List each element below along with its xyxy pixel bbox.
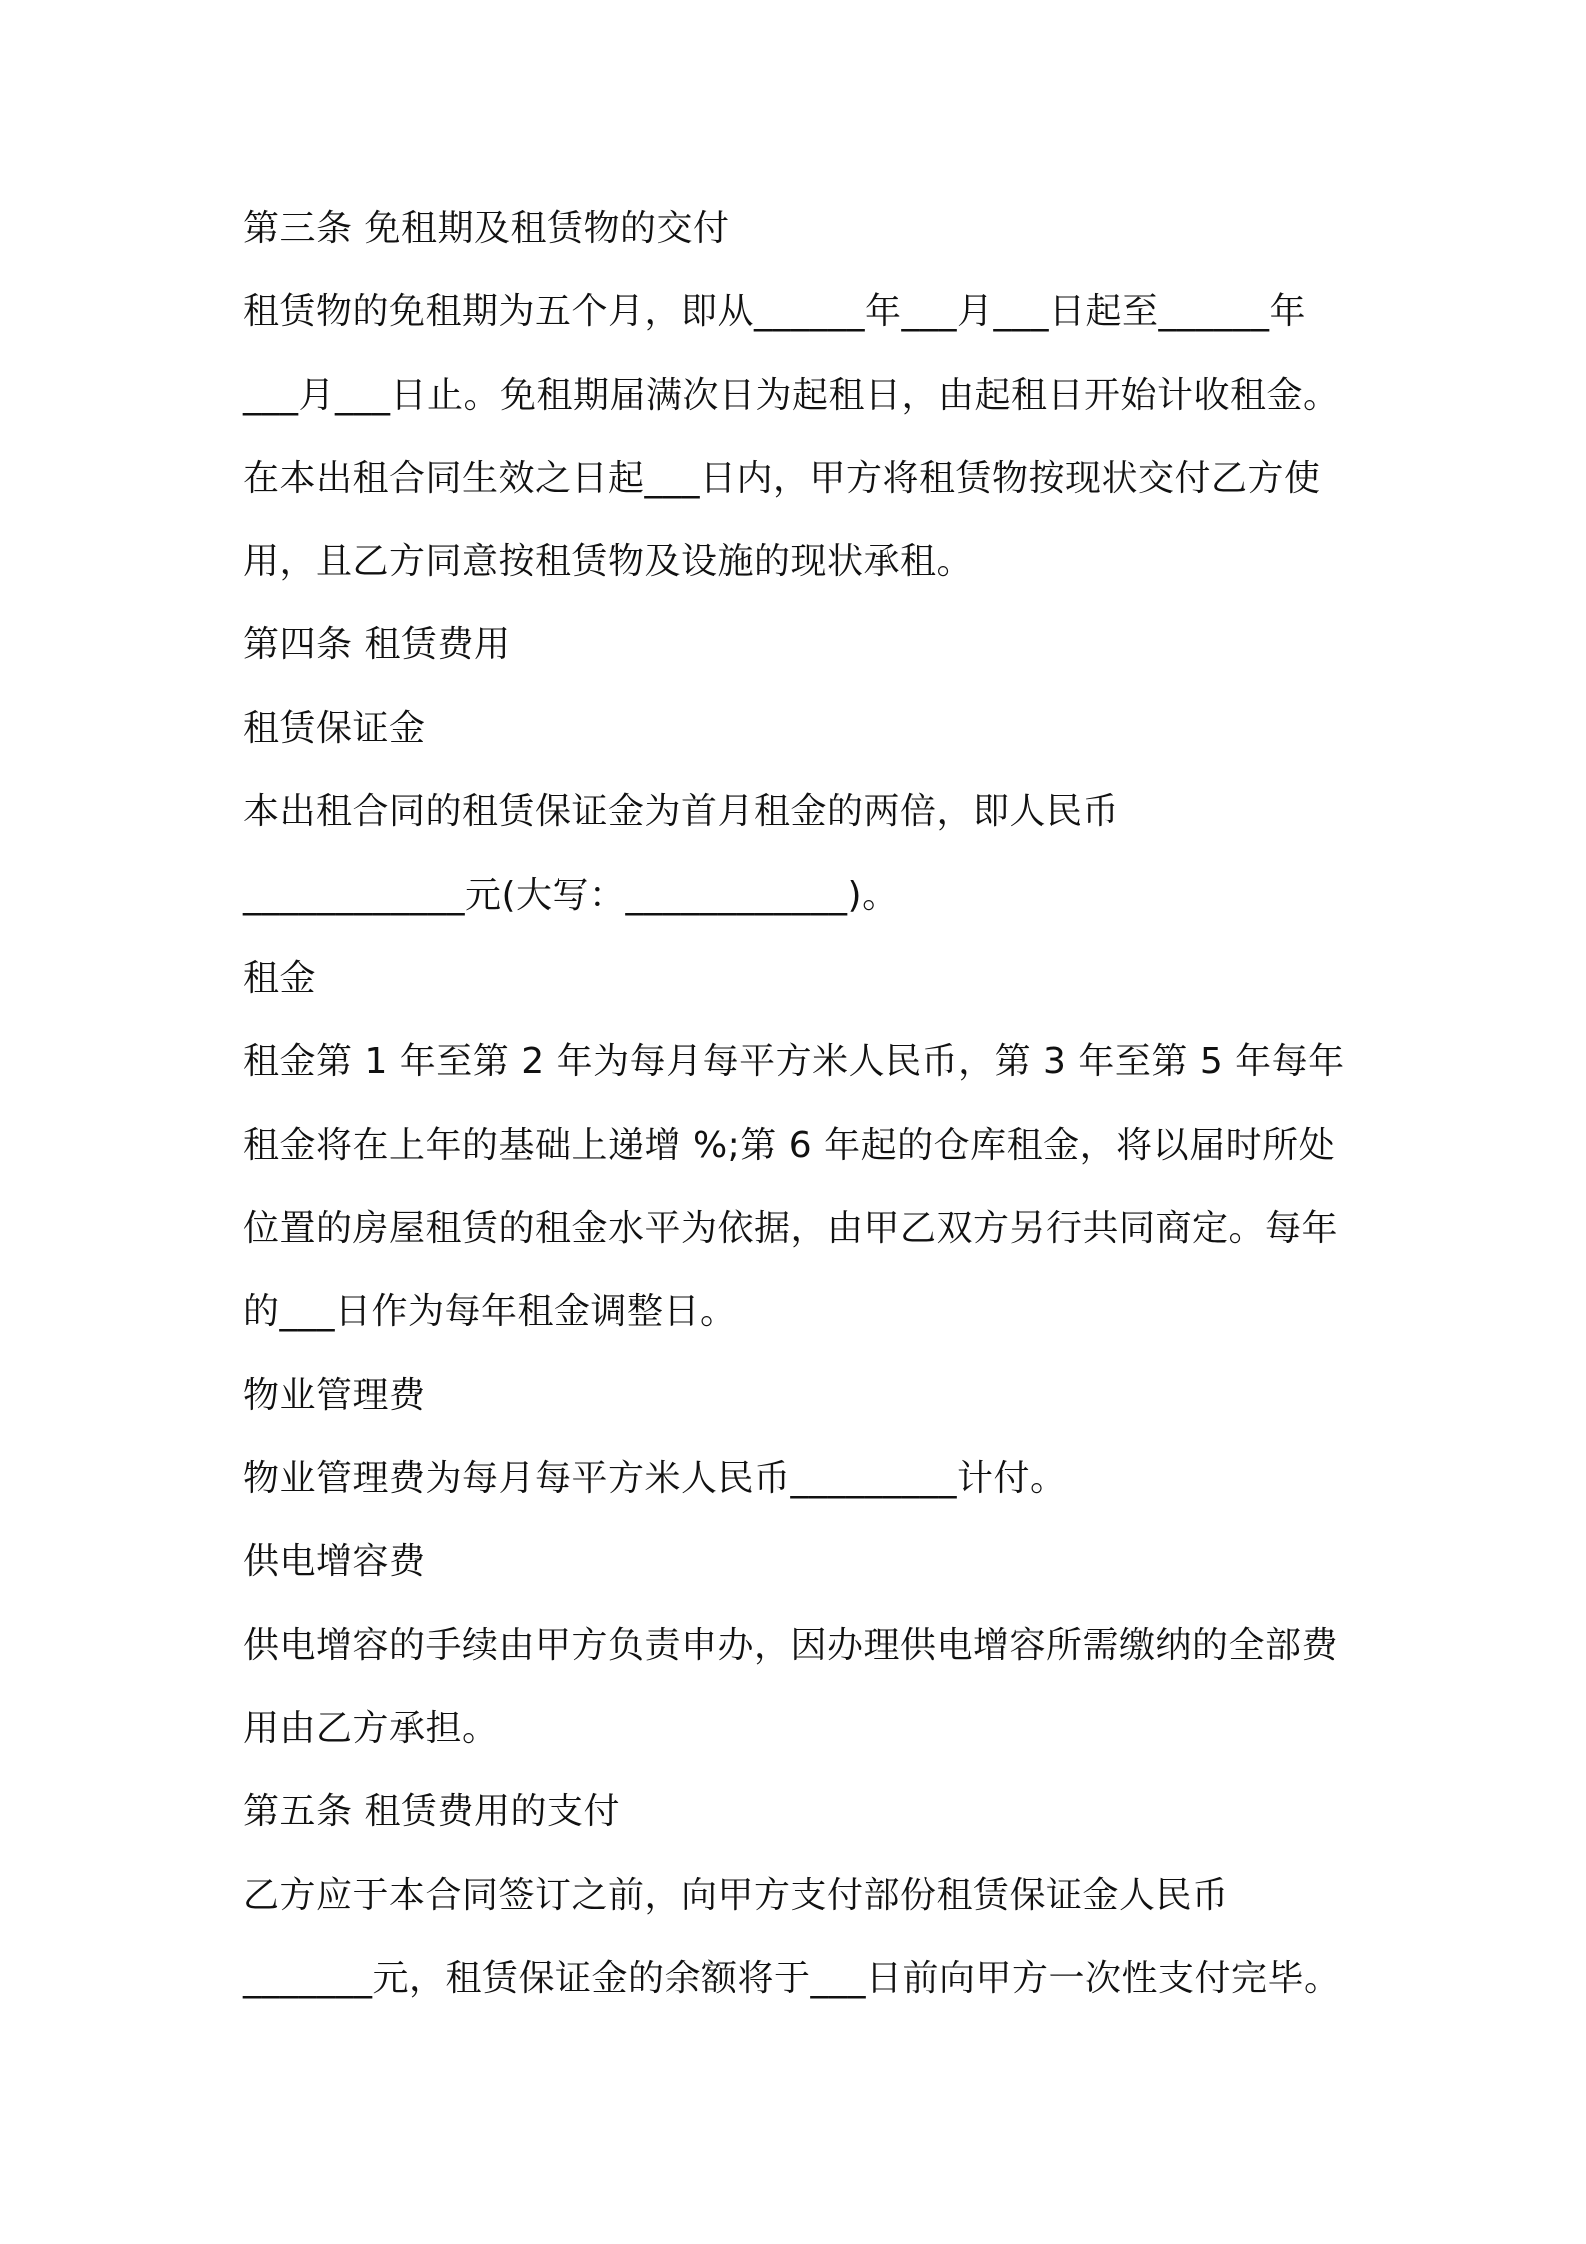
text-line: 物业管理费为每月每平方米人民币_________计付。 [243, 1458, 1067, 1499]
text-line: ___月___日止。免租期届满次日为起租日，由起租日开始计收租金。 [243, 375, 1340, 416]
text-line: 的___日作为每年租金调整日。 [243, 1291, 737, 1332]
section-heading-power-fee: 供电增容费 [243, 1541, 426, 1582]
text-line: 供电增容的手续由甲方负责申办，因办理供电增容所需缴纳的全部费 [243, 1625, 1339, 1666]
text-line: 在本出租合同生效之日起___日内，甲方将租赁物按现状交付乙方使 [243, 458, 1321, 499]
text-line: 本出租合同的租赁保证金为首月租金的两倍，即人民币 [243, 791, 1120, 832]
text-line: 用，且乙方同意按租赁物及设施的现状承租。 [243, 541, 974, 582]
text-line: 位置的房屋租赁的租金水平为依据，由甲乙双方另行共同商定。每年 [243, 1208, 1339, 1249]
text-line: 用由乙方承担。 [243, 1708, 499, 1749]
section-heading-property-fee: 物业管理费 [243, 1375, 426, 1416]
article-3-heading: 第三条 免租期及租赁物的交付 [243, 208, 730, 249]
text-line: _______元，租赁保证金的余额将于___日前向甲方一次性支付完毕。 [243, 1958, 1341, 1999]
text-line: ____________元(大写：____________)。 [243, 875, 899, 916]
section-heading-deposit: 租赁保证金 [243, 708, 426, 749]
section-heading-rent: 租金 [243, 958, 317, 999]
text-line: 乙方应于本合同签订之前，向甲方支付部份租赁保证金人民币 [243, 1875, 1229, 1916]
text-line: 租金将在上年的基础上递增 %;第 6 年起的仓库租金，将以届时所处 [243, 1125, 1336, 1166]
article-5-heading: 第五条 租赁费用的支付 [243, 1791, 620, 1832]
text-line: 租金第 1 年至第 2 年为每月每平方米人民币，第 3 年至第 5 年每年 [243, 1041, 1345, 1082]
article-4-heading: 第四条 租赁费用 [243, 624, 511, 665]
text-line: 租赁物的免租期为五个月，即从______年___月___日起至______年 [243, 291, 1307, 332]
